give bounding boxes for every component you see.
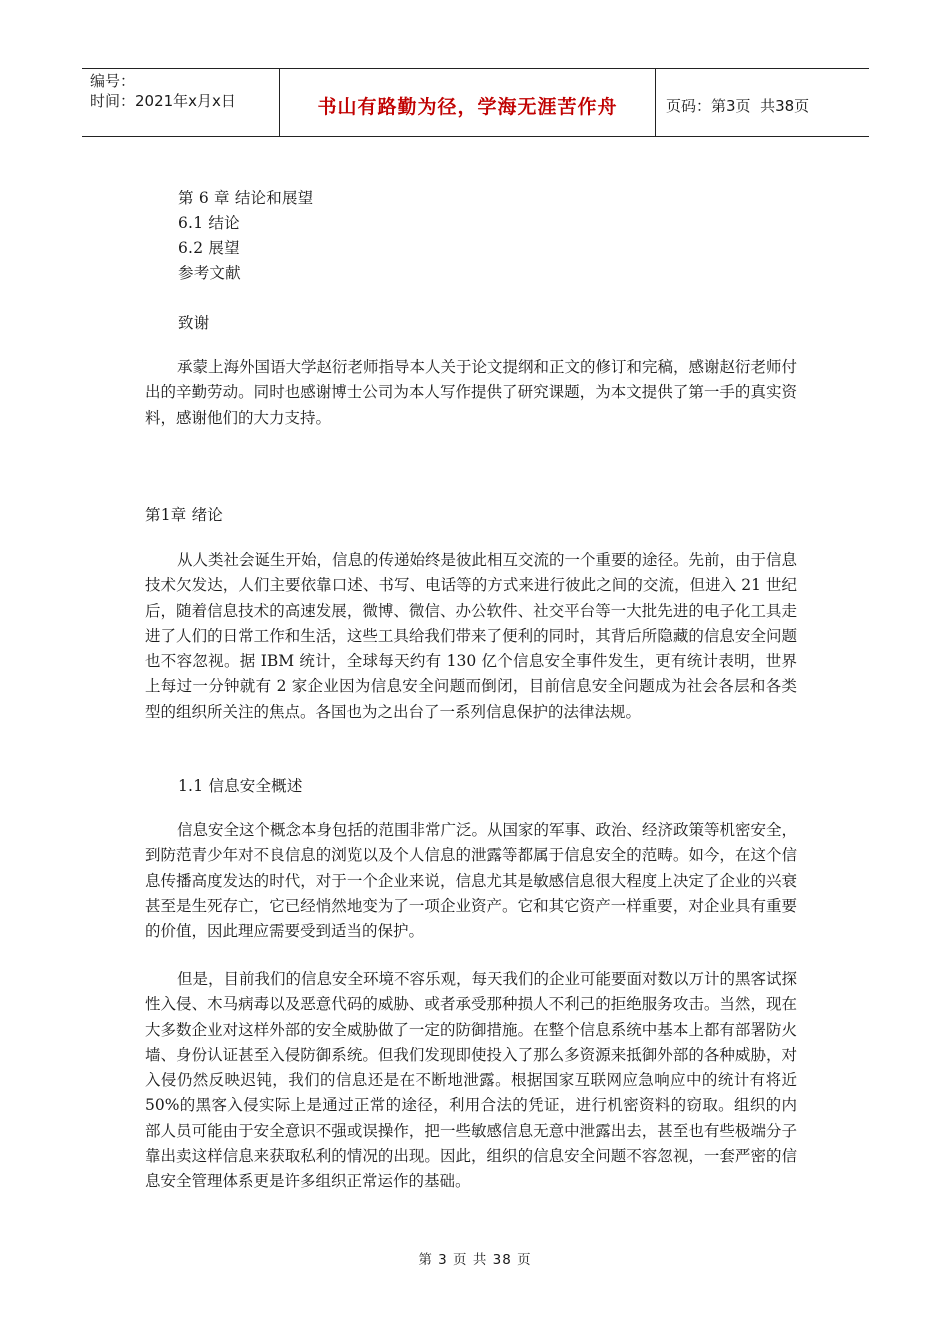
- section-1-1-title: 1.1 信息安全概述: [178, 777, 303, 795]
- chapter1-title: 第1章 绪论: [145, 506, 223, 524]
- toc-6-2: 6.2 展望: [178, 239, 240, 257]
- page-header: [82, 68, 869, 137]
- acknowledgement-paragraph: 承蒙上海外国语大学赵衍老师指导本人关于论文提纲和正文的修订和完稿，感谢赵衍老师付出的辛勤劳动。同时也感谢博士公司为本人写作提供了研究课题，为本文提供了第一手的真实资料，感谢他们的大力支持。: [145, 358, 798, 427]
- page-info: 页码：第3页 共38页: [666, 97, 810, 115]
- section-1-1-paragraph-1: 信息安全这个概念本身包括的范围非常广泛。从国家的军事、政治、经济政策等机密安全，到防范青少年对不良信息的浏览以及个人信息的泄露等都属于信息安全的范畴。如今，在这个信息传播高度发达的时代，对于一个企业来说，信息尤其是敏感信息很大程度上决定了企业的兴衰甚至是生死存亡，它已经悄然地变为了一项企业资产。它和其它资产一样重要，对企业具有重要的价值，因此理应需要受到适当的保护。: [145, 821, 798, 941]
- date-label: 时间：2021年x月x日: [90, 92, 236, 110]
- header-meta: [82, 69, 280, 136]
- acknowledgement-heading: 致谢: [178, 314, 210, 332]
- chapter1-paragraph-1: 从人类社会诞生开始，信息的传递始终是彼此相互交流的一个重要的途径。先前，由于信息技术欠发达，人们主要依靠口述、书写、电话等的方式来进行彼此之间的交流，但进入 21 世纪后，随着信息技术的高速发展，微博、微信、办公软件、社交平台等一大批先进的电子化工具走进了人们的日常工作和生活，这些工具给我们带来了便利的同时，其背后所隐藏的信息安全问题也不容忽视。据 IBM 统计，全球每天约有 130 亿个信息安全事件发生，更有统计表明，世界上每过一分钟就有 2 家企业因为信息安全问题而倒闭，目前信息安全问题成为社会各层和各类型的组织所关注的焦点。各国也为之出台了一系列信息保护的法律法规。: [145, 551, 798, 721]
- header-page-info-cell: [656, 69, 869, 136]
- toc-6-1: 6.1 结论: [178, 214, 240, 232]
- toc-chapter6: 第 6 章 结论和展望: [178, 189, 314, 207]
- header-motto-cell: [280, 69, 656, 136]
- number-label: 编号：: [90, 72, 136, 90]
- toc-references: 参考文献: [178, 264, 241, 282]
- motto: 书山有路勤为径，学海无涯苦作舟: [317, 96, 618, 118]
- page-footer: 第 3 页 共 38 页: [418, 1252, 532, 1268]
- section-1-1-paragraph-2: 但是，目前我们的信息安全环境不容乐观，每天我们的企业可能要面对数以万计的黑客试探性入侵、木马病毒以及恶意代码的威胁、或者承受那种损人不利己的拒绝服务攻击。当然，现在大多数企业对这样外部的安全威胁做了一定的防御措施。在整个信息系统中基本上都有部署防火墙、身份认证甚至入侵防御系统。但我们发现即使投入了那么多资源来抵御外部的各种威胁，对入侵仍然反映迟钝，我们的信息还是在不断地泄露。根据国家互联网应急响应中的统计有将近 50%的黑客入侵实际上是通过正常的途径，利用合法的凭证，进行机密资料的窃取。组织的内部人员可能由于安全意识不强或误操作，把一些敏感信息无意中泄露出去，甚至也有些极端分子靠出卖这样信息来获取私利的情况的出现。因此，组织的信息安全问题不容忽视，一套严密的信息安全管理体系更是许多组织正常运作的基础。: [145, 970, 798, 1191]
